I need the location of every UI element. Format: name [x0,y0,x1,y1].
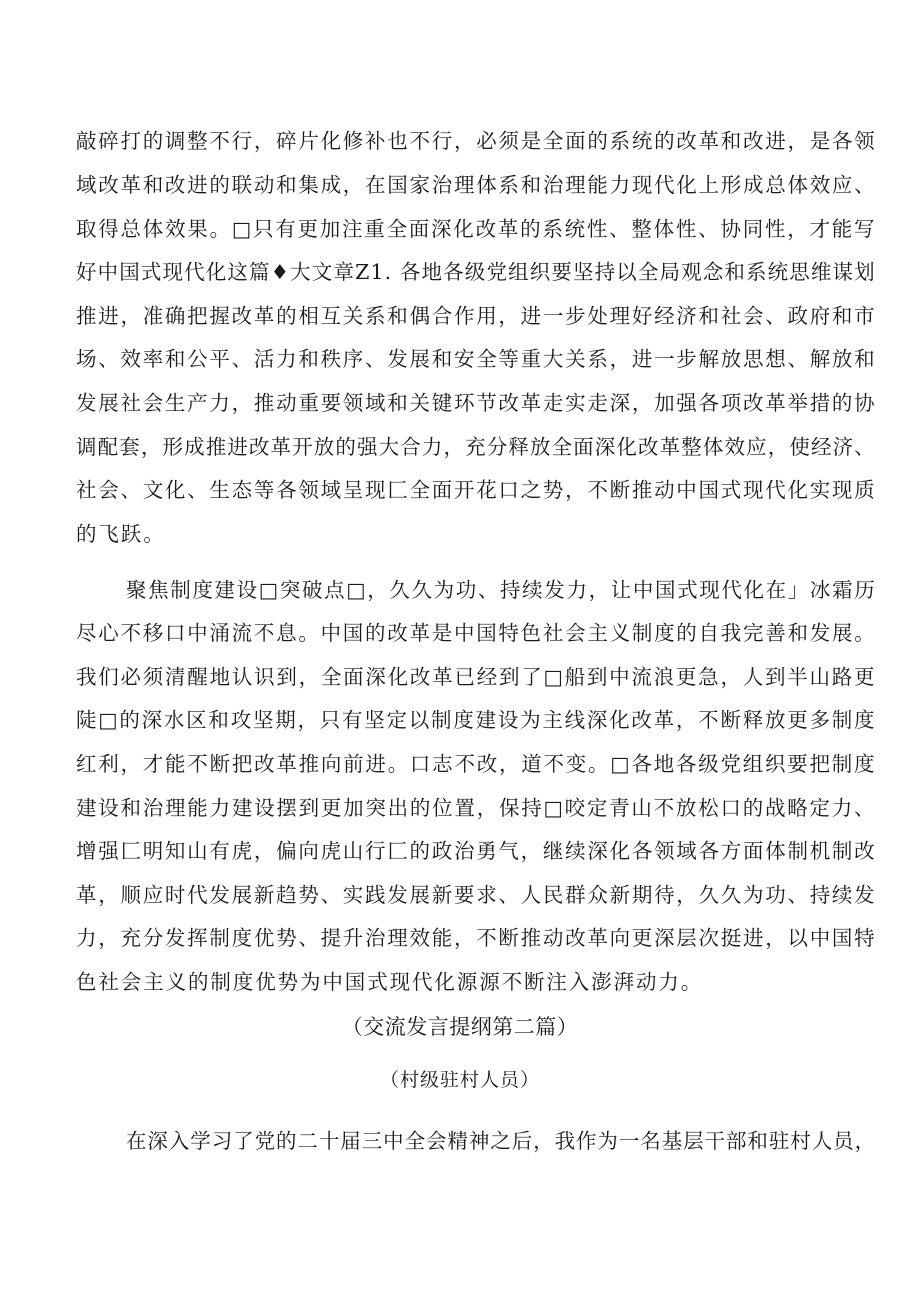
text-line: 场、效率和公平、活力和秩序、发展和安全等重大关系，进一步解放思想、解放和 [76,347,877,371]
text-line: 取得总体效果。□只有更加注重全面深化改革的系统性、整体性、协同性，才能写 [76,217,877,241]
section-title: （交流发言提纲第二篇） [341,1015,579,1039]
text-line: 调配套，形成推进改革开放的强大合力，充分释放全面深化改革整体效应，使经济、 [76,435,876,459]
text-line: 发展社会生产力，推动重要领域和关键环节改革走实走深，加强各项改革举措的协 [76,391,877,415]
text-line: 增强匚明知山有虎，偏向虎山行匚的政治勇气，继续深化各领域各方面体制机制改 [76,839,877,863]
text-line: 建设和治理能力建设摆到更加突出的位置，保持□咬定青山不放松口的战略定力、 [76,796,877,820]
text-line: 在深入学习了党的二十届三中全会精神之后，我作为一名基层干部和驻村人员， [126,1129,876,1153]
text-line: 好中国式现代化这篇♦大文章Z1. 各地各级党组织要坚持以全局观念和系统思维谋划 [76,260,876,284]
text-line: 的飞跃。 [76,522,166,546]
text-line: 革，顺应时代发展新趋势、实践发展新要求、人民群众新期待，久久为功、持续发 [76,883,877,907]
text-line: 聚焦制度建设□突破点□，久久为功、持续发力，让中国式现代化在」冰霜历 [126,578,877,602]
text-line: 色社会主义的制度优势为中国式现代化源源不断注入澎湃动力。 [76,970,704,994]
text-line: 我们必须清醒地认识到，全面深化改革已经到了□船到中流浪更急，人到半山路更 [76,665,877,689]
section-subtitle: （村级驻村人员） [379,1069,540,1091]
text-line: 陡□的深水区和攻坚期，只有坚定以制度建设为主线深化改革，不断释放更多制度 [76,708,877,732]
text-line: 域改革和改进的联动和集成，在国家治理体系和治理能力现代化上形成总体效应、 [76,173,877,197]
text-line: 红利，才能不断把改革推向前进。口志不改，道不变。□各地各级党组织要把制度 [76,752,877,776]
text-line: 推进，准确把握改革的相互关系和偶合作用，进一步处理好经济和社会、政府和市 [76,304,877,328]
text-line: 尽心不移口中涌流不息。中国的改革是中国特色社会主义制度的自我完善和发展。 [76,621,877,645]
text-line: 社会、文化、生态等各领域呈现匚全面开花口之势，不断推动中国式现代化实现质 [76,478,877,502]
text-line: 力，充分发挥制度优势、提升治理效能，不断推动改革向更深层次挺进，以中国特 [76,926,877,950]
text-line: 敲碎打的调整不行，碎片化修补也不行，必须是全面的系统的改革和改进，是各领 [76,129,877,153]
